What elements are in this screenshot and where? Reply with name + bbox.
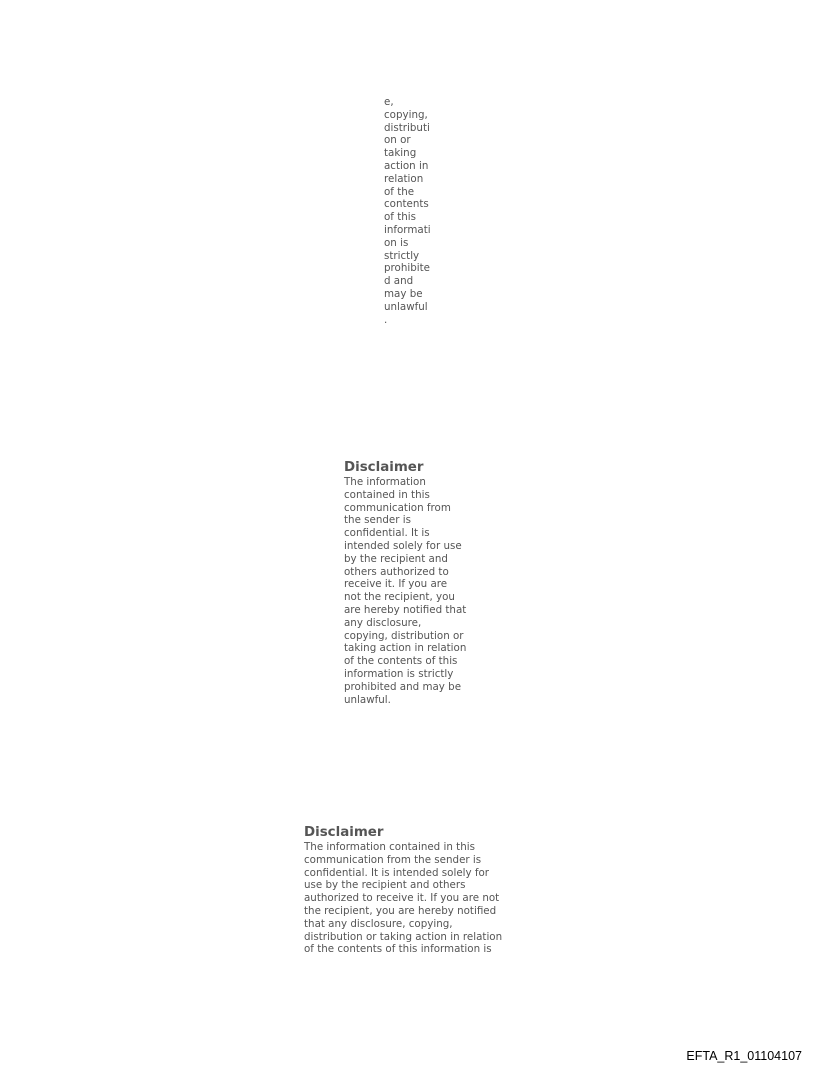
- text-line: d and: [384, 275, 414, 288]
- text-line: copying,: [384, 108, 428, 121]
- text-line: contents: [384, 198, 429, 211]
- text-line: of the contents of this: [344, 655, 458, 668]
- text-line: information is strictly: [344, 667, 454, 680]
- text-line: authorized to receive it. If you are not: [304, 892, 500, 905]
- text-line: others authorized to: [344, 565, 449, 578]
- text-line: copying, distribution or: [344, 629, 464, 642]
- text-line: receive it. If you are: [344, 578, 448, 591]
- text-line: are hereby notified that: [344, 603, 467, 616]
- disclaimer-heading: Disclaimer: [304, 825, 384, 840]
- text-line: may be: [384, 287, 423, 300]
- text-line: strictly: [384, 249, 420, 262]
- text-line: .: [384, 313, 388, 326]
- text-line: communication from: [344, 501, 451, 514]
- text-line: The information contained in this: [304, 841, 475, 853]
- text-line: prohibite: [384, 262, 430, 275]
- text-line: on is: [384, 236, 409, 249]
- text-line: confidential. It is intended solely for: [304, 866, 490, 879]
- text-line: by the recipient and: [344, 552, 448, 565]
- text-line: contained in this: [344, 488, 430, 501]
- text-line: of the: [384, 185, 415, 198]
- text-line: taking: [384, 147, 417, 160]
- disclaimer-heading: Disclaimer: [344, 460, 424, 475]
- text-line: distribution or taking action in relation: [304, 930, 503, 943]
- text-line: unlawful: [384, 300, 428, 313]
- text-line: not the recipient, you: [344, 591, 455, 604]
- text-line: on or: [384, 134, 411, 147]
- text-line: relation: [384, 172, 424, 185]
- text-line: the sender is: [344, 514, 412, 527]
- text-line: that any disclosure, copying,: [304, 917, 453, 930]
- text-line: informati: [384, 223, 431, 236]
- text-line: prohibited and may be: [344, 680, 462, 693]
- document-id: EFTA_R1_01104107: [686, 1049, 802, 1063]
- text-line: taking action in relation: [344, 642, 467, 655]
- text-line: the recipient, you are hereby notified: [304, 904, 497, 917]
- text-line: The information: [344, 476, 426, 488]
- text-line: confidential. It is: [344, 527, 430, 540]
- disclaimer-fragment: [384, 96, 431, 326]
- text-line: communication from the sender is: [304, 853, 482, 866]
- text-line: action in: [384, 159, 429, 172]
- text-line: of this: [384, 211, 416, 224]
- text-line: of the contents of this information is: [304, 943, 492, 956]
- text-line: unlawful.: [344, 693, 391, 706]
- text-line: distributi: [384, 121, 430, 134]
- text-line: any disclosure,: [344, 616, 422, 629]
- disclaimer-narrow: [344, 460, 466, 706]
- text-line: intended solely for use: [344, 539, 462, 552]
- text-line: use by the recipient and others: [304, 879, 466, 892]
- disclaimer-wide: [304, 825, 502, 956]
- text-line: e,: [384, 96, 394, 108]
